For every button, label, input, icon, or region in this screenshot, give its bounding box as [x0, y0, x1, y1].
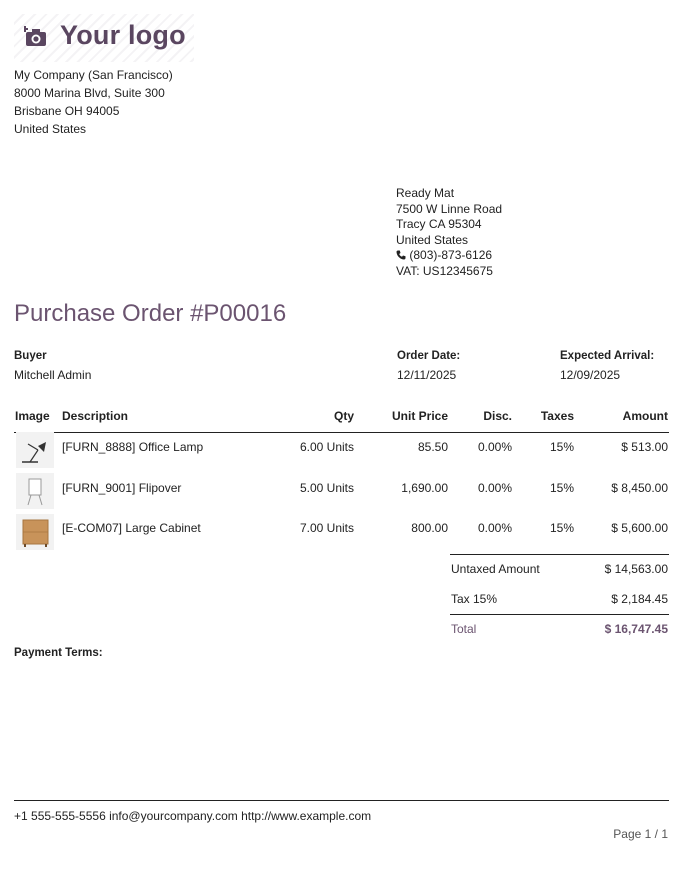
col-header-taxes: Taxes [540, 409, 574, 423]
vendor-phone: (803)-873-6126 [409, 248, 493, 262]
vendor-name: Ready Mat [396, 186, 455, 200]
line-qty: 5.00 Units [299, 481, 354, 495]
line-taxes: 15% [549, 481, 574, 495]
vendor-vat: VAT: US12345675 [396, 263, 493, 278]
col-header-description: Description [62, 409, 129, 423]
footer-contact: +1 555-555-5556 info@yourcompany.com http://www.example.com [14, 809, 372, 823]
line-unit-price: 85.50 [417, 440, 448, 454]
company-address [14, 66, 173, 138]
totals-total-rule [450, 614, 669, 615]
phone-icon [396, 250, 406, 260]
totals-top-rule [450, 554, 669, 555]
vendor-street: 7500 W Linne Road [396, 201, 503, 216]
line-description: [FURN_9001] Flipover [62, 481, 182, 495]
line-amount: $ 513.00 [621, 440, 668, 454]
vendor-phone-line [396, 248, 502, 264]
line-qty: 7.00 Units [299, 521, 354, 535]
line-taxes: 15% [549, 440, 574, 454]
line-amount: $ 8,450.00 [611, 481, 668, 495]
col-header-amount: Amount [622, 409, 668, 423]
total-label: Total [451, 622, 477, 636]
col-header-disc: Disc. [483, 409, 512, 423]
company-line: 8000 Marina Blvd, Suite 300 [14, 86, 165, 100]
total-value: $ 16,747.45 [604, 622, 668, 636]
col-header-unit-price: Unit Price [391, 409, 448, 423]
line-description: [FURN_8888] Office Lamp [62, 440, 204, 454]
product-thumbnail [16, 473, 54, 509]
page-title: Purchase Order #P00016 [14, 300, 287, 327]
line-unit-price: 800.00 [411, 521, 448, 535]
company-line: United States [14, 122, 87, 136]
product-thumbnail [16, 432, 54, 468]
vendor-country: United States [396, 232, 469, 247]
line-disc: 0.00% [477, 440, 512, 454]
lamp-icon [16, 432, 54, 468]
line-taxes: 15% [549, 521, 574, 535]
buyer-label: Buyer [14, 350, 47, 362]
line-disc: 0.00% [477, 481, 512, 495]
line-qty: 6.00 Units [299, 440, 354, 454]
table-header-rule [14, 432, 669, 433]
company-logo [14, 14, 194, 62]
line-unit-price: 1,690.00 [401, 481, 448, 495]
product-thumbnail [16, 514, 54, 550]
tax-value: $ 2,184.45 [611, 592, 668, 606]
buyer-value: Mitchell Admin [14, 368, 92, 382]
line-description: [E-COM07] Large Cabinet [62, 521, 201, 535]
flipover-icon [16, 473, 54, 509]
untaxed-amount-value: $ 14,563.00 [604, 562, 668, 576]
page-number: Page 1 / 1 [613, 827, 668, 841]
vendor-city: Tracy CA 95304 [396, 217, 482, 231]
payment-terms-label: Payment Terms: [14, 647, 103, 659]
cabinet-icon [16, 514, 54, 550]
col-header-image: Image [15, 409, 50, 423]
order-date-value: 12/11/2025 [397, 368, 457, 382]
expected-arrival-value: 12/09/2025 [560, 368, 621, 382]
expected-arrival-label: Expected Arrival: [560, 350, 655, 362]
company-line: Brisbane OH 94005 [14, 104, 120, 118]
company-line: My Company (San Francisco) [14, 68, 173, 82]
footer-rule [14, 800, 669, 801]
order-date-label: Order Date: [397, 350, 461, 362]
untaxed-amount-label: Untaxed Amount [451, 562, 540, 576]
logo-text: Your logo [60, 20, 186, 50]
camera-icon [24, 26, 50, 48]
vendor-address [396, 186, 502, 279]
col-header-qty: Qty [333, 409, 354, 423]
line-disc: 0.00% [477, 521, 512, 535]
tax-label: Tax 15% [451, 592, 498, 606]
line-amount: $ 5,600.00 [611, 521, 668, 535]
